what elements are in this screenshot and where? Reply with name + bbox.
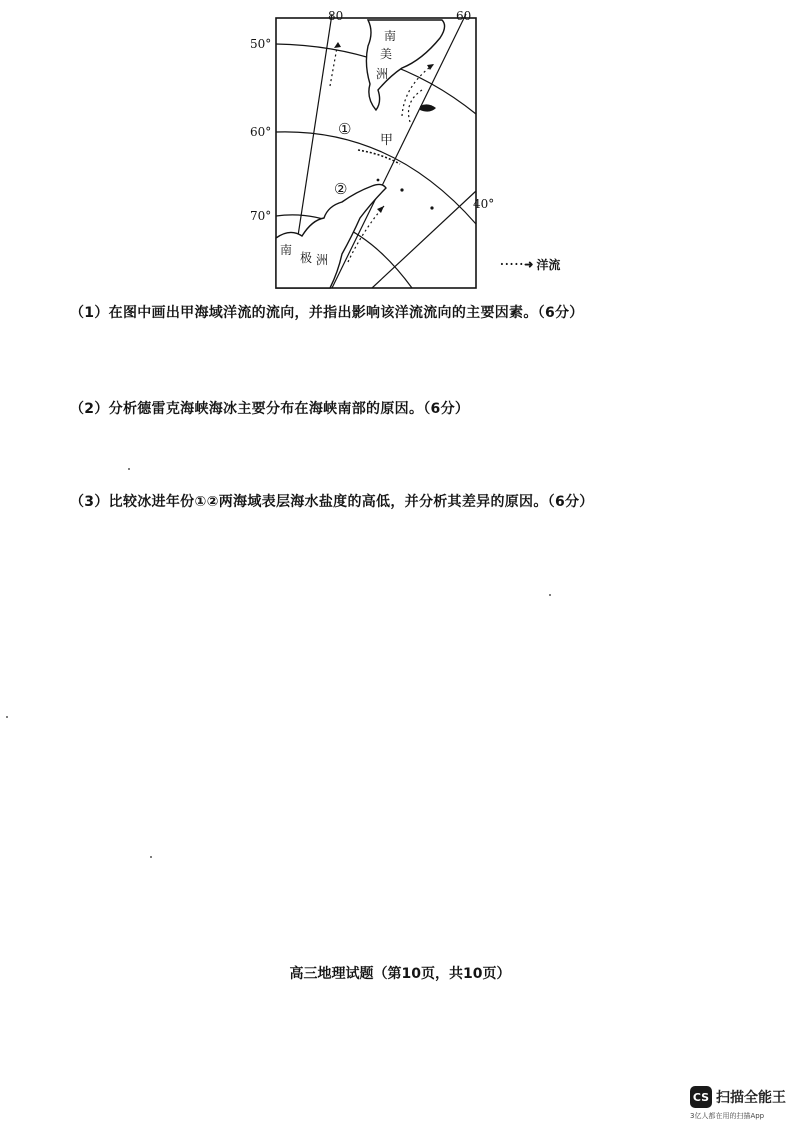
an-label-3: 洲 [316,253,329,267]
scanner-watermark [690,1086,786,1108]
lon-label-40: 40° [473,197,495,211]
scan-speck [128,468,130,470]
watermark-brand: 扫描全能王 [716,1090,786,1106]
question-1: （1）在图中画出甲海域洋流的流向，并指出影响该洋流流向的主要因素。（6分） [70,305,584,321]
current-arrowhead [334,42,341,48]
current-legend-icon: ·····➜ [500,258,535,271]
sa-label-1: 南 [384,29,397,43]
meridian-40 [372,191,476,288]
watermark-tagline: 3亿人都在用的扫描App [690,1112,765,1120]
lat-label-60: 60° [250,125,272,139]
scan-speck [150,856,152,858]
island-dot [377,179,380,182]
current-arrowhead [377,206,384,213]
page-footer: 高三地理试题（第10页，共10页） [289,966,511,982]
drake-passage-map [250,6,495,290]
an-label-1: 南 [280,243,293,257]
question-3: （3）比较冰进年份①②两海域表层海水盐度的高低，并分析其差异的原因。（6分） [70,494,594,510]
island-dot [430,206,433,209]
jia-label: 甲 [380,133,394,148]
antarctica-shape [276,184,386,288]
question-2: （2）分析德雷克海峡海冰主要分布在海峡南部的原因。（6分） [70,401,470,417]
legend-label: 洋流 [536,258,561,272]
camscanner-logo-icon: CS [690,1086,712,1108]
scan-speck [6,716,8,718]
island-dot [400,188,403,191]
lon-label-60: 60 [456,9,472,23]
sa-label-2: 美 [380,47,393,61]
lat-label-50: 50° [250,37,272,51]
sa-label-3: 洲 [376,67,389,81]
lat-label-70: 70° [250,209,272,223]
falklands-shape [420,104,436,111]
map-figure [250,6,495,290]
marker-1: ① [338,120,352,138]
map-legend [500,256,560,273]
marker-2: ② [334,180,348,198]
lon-label-80: 80 [328,9,344,23]
scan-speck [549,594,551,596]
an-label-2: 极 [300,251,313,265]
parallel-60 [276,132,476,224]
